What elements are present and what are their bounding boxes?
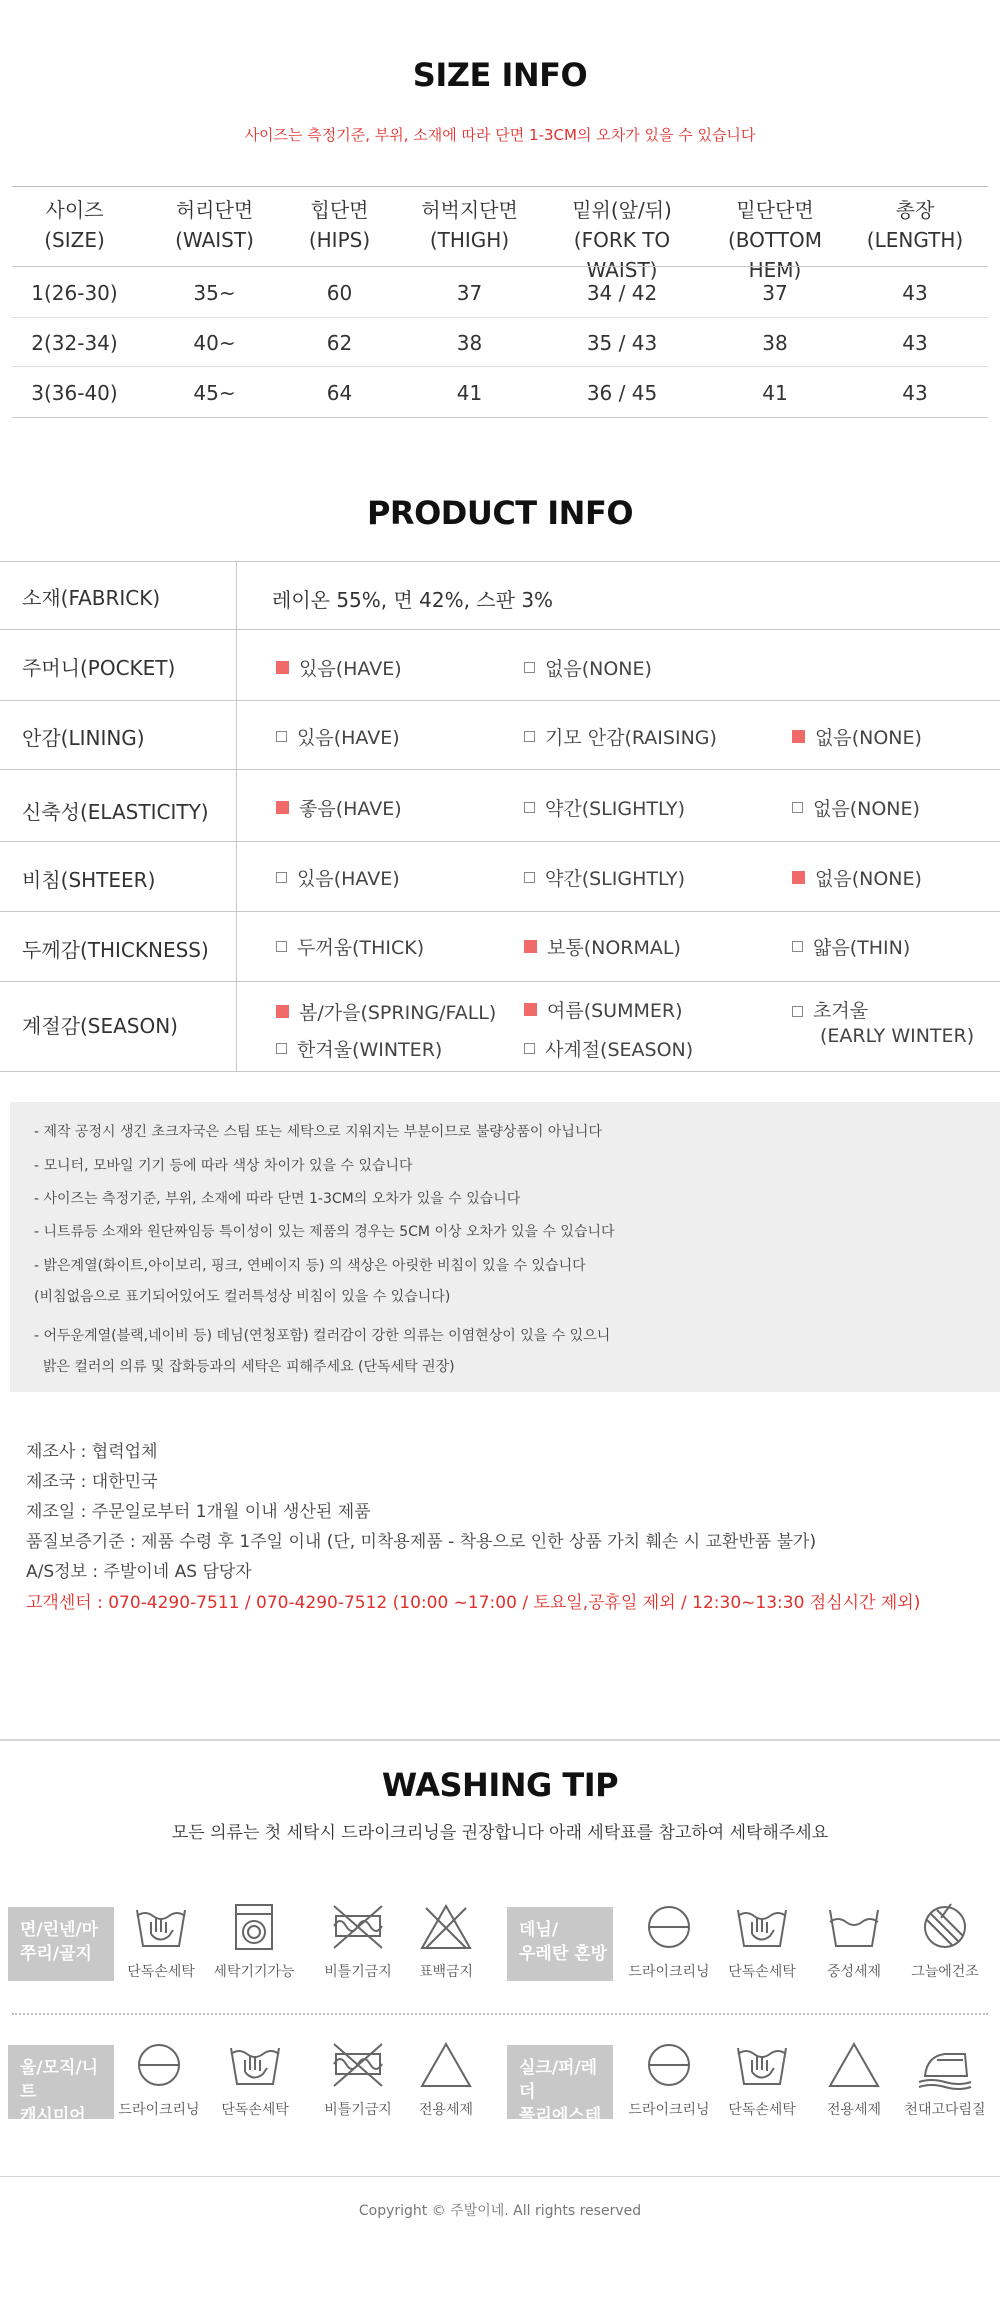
washing-subtitle: 모든 의류는 첫 세탁시 드라이크리닝을 권장합니다 아래 세탁표를 참고하여 세탁해주세요	[171, 1823, 829, 1843]
wash-label: 드라이크리닝	[628, 1964, 710, 1980]
product-table-rule	[0, 1071, 1000, 1072]
checkbox-empty-icon	[524, 662, 535, 673]
note-line: - 모니터, 모바일 기기 등에 따라 색상 차이가 있을 수 있습니다	[34, 1158, 413, 1174]
season-option-winter: 한겨울(WINTER)	[276, 1035, 442, 1062]
size-header-size: 사이즈 (SIZE)	[44, 198, 105, 252]
season-option-spring-fall: 봄/가을(SPRING/FALL)	[276, 998, 496, 1025]
lining-option-have: 있음(HAVE)	[276, 723, 400, 750]
product-table-rule	[0, 629, 1000, 630]
product-table-rule	[0, 911, 1000, 912]
checkbox-empty-icon	[792, 802, 803, 813]
elasticity-option-slightly: 약간(SLIGHTLY)	[524, 794, 685, 821]
note-line: - 니트류등 소재와 원단짜임등 특이성이 있는 제품의 경우는 5CM 이상 오차가 있을 수 있습니다	[34, 1224, 615, 1240]
elasticity-label: 신축성(ELASTICITY)	[22, 800, 209, 824]
wash-label: 천대고다림질	[904, 2102, 986, 2118]
thickness-label: 두께감(THICKNESS)	[22, 938, 209, 962]
wash-label: 단독손세탁	[221, 2102, 289, 2118]
checkbox-checked-icon	[276, 1005, 289, 1018]
wash-label: 전용세제	[418, 2102, 474, 2118]
wash-label: 세탁기기가능	[213, 1964, 295, 1980]
neutral-detergent-triangle-icon	[826, 2040, 882, 2090]
checkbox-empty-icon	[276, 872, 287, 883]
pocket-option-none: 없음(NONE)	[524, 654, 652, 681]
product-table-divider	[236, 561, 237, 1071]
checkbox-checked-icon	[792, 730, 805, 743]
wash-label: 비틀기금지	[324, 2102, 392, 2118]
sheer-option-none: 없음(NONE)	[792, 864, 922, 891]
hand-wash-icon	[227, 2040, 283, 2090]
size-header-hips: 힙단면 (HIPS)	[308, 198, 371, 252]
size-table-top-rule	[12, 186, 988, 187]
lining-label: 안감(LINING)	[22, 726, 145, 750]
neutral-detergent-icon	[826, 1902, 882, 1952]
shade-dry-icon	[917, 1902, 973, 1952]
category-wool: 울/모직/니트 캐시미어	[8, 2045, 114, 2119]
product-table-rule	[0, 841, 1000, 842]
footer-divider	[0, 2176, 1000, 2177]
hand-wash-icon	[133, 1902, 189, 1952]
product-table-rule	[0, 769, 1000, 770]
checkbox-empty-icon	[276, 941, 287, 952]
no-wring-icon	[330, 2040, 386, 2090]
checkbox-checked-icon	[524, 940, 537, 953]
washing-tip-title: WASHING TIP	[381, 1766, 619, 1804]
note-line: (비침없음으로 표기되어있어도 컬러특성상 비침이 있을 수 있습니다)	[34, 1289, 451, 1305]
hand-wash-icon	[734, 2040, 790, 2090]
no-wring-icon	[330, 1902, 386, 1952]
wash-label: 전용세제	[826, 2102, 882, 2118]
size-header-rule	[12, 266, 988, 267]
size-table-bottom-rule	[12, 417, 988, 418]
no-bleach-icon	[418, 1902, 474, 1952]
checkbox-checked-icon	[276, 661, 289, 674]
wash-label: 중성세제	[826, 1964, 882, 1980]
wash-label: 단독손세탁	[728, 1964, 796, 1980]
notes-box	[10, 1102, 1000, 1392]
season-label: 계절감(SEASON)	[22, 1014, 178, 1038]
size-header-fork: 밑위(앞/뒤) (FORK TO WAIST)	[572, 198, 672, 282]
thickness-option-thin: 얇음(THIN)	[792, 933, 910, 960]
season-option-all: 사계절(SEASON)	[524, 1035, 693, 1062]
size-note: 사이즈는 측정기준, 부위, 소재에 따라 단면 1-3CM의 오차가 있을 수 있습니다	[244, 126, 756, 144]
wash-label: 그늘에건조	[911, 1964, 979, 1980]
product-info-title: PRODUCT INFO	[366, 494, 634, 532]
lining-option-raising: 기모 안감(RAISING)	[524, 723, 717, 750]
product-table-rule	[0, 981, 1000, 982]
checkbox-empty-icon	[792, 941, 803, 952]
wash-label: 비틀기금지	[324, 1964, 392, 1980]
category-denim: 데님/ 우레탄 혼방	[507, 1907, 613, 1981]
wash-label: 드라이크리닝	[628, 2102, 710, 2118]
category-cotton: 면/린넨/마 쭈리/골지	[8, 1907, 114, 1981]
sheer-option-have: 있음(HAVE)	[276, 864, 400, 891]
fabric-label: 소재(FABRICK)	[22, 586, 161, 610]
note-line: - 사이즈는 측정기준, 부위, 소재에 따라 단면 1-3CM의 오차가 있을 수 있습니다	[34, 1191, 521, 1207]
pocket-option-have: 있음(HAVE)	[276, 654, 402, 681]
elasticity-option-have: 좋음(HAVE)	[276, 794, 402, 821]
season-option-early-winter: 초겨울 (EARLY WINTER)	[792, 999, 974, 1049]
checkbox-empty-icon	[524, 802, 535, 813]
country-info: 제조국 : 대한민국	[26, 1472, 158, 1492]
iron-cloth-icon	[917, 2040, 973, 2090]
sheer-option-slightly: 약간(SLIGHTLY)	[524, 864, 685, 891]
thickness-option-normal: 보통(NORMAL)	[524, 933, 681, 960]
checkbox-checked-icon	[524, 1003, 537, 1016]
section-divider	[0, 1739, 1000, 1741]
sheer-label: 비침(SHTEER)	[22, 868, 156, 892]
checkbox-empty-icon	[276, 731, 287, 742]
checkbox-empty-icon	[524, 1043, 535, 1054]
washing-divider	[12, 2013, 988, 2015]
dry-clean-icon	[641, 2040, 697, 2090]
note-line: 밝은 컬러의 의류 및 잡화등과의 세탁은 피해주세요 (단독세탁 권장)	[34, 1359, 455, 1375]
note-line: - 어두운계열(블랙,네이비 등) 데님(연청포함) 컬러감이 강한 의류는 이염현상이 있을 수 있으니	[34, 1328, 611, 1344]
note-line: - 밝은계열(화이트,아이보리, 핑크, 연베이지 등) 의 색상은 아릿한 비침이 있을 수 있습니다	[34, 1258, 586, 1274]
footer-copyright: Copyright © 주발이네. All rights reserved	[358, 2203, 642, 2219]
hand-wash-icon	[734, 1902, 790, 1952]
wash-label: 표백금지	[418, 1964, 474, 1980]
pocket-label: 주머니(POCKET)	[22, 656, 176, 680]
wash-label: 드라이크리닝	[118, 2102, 200, 2118]
wash-label: 단독손세탁	[127, 1964, 195, 1980]
wash-label: 단독손세탁	[728, 2102, 796, 2118]
category-silk: 실크/퍼/레더 폴리에스테르	[507, 2045, 613, 2119]
product-table-rule	[0, 561, 1000, 562]
dry-clean-icon	[131, 2040, 187, 2090]
washing-machine-icon	[226, 1902, 282, 1952]
warranty-info: 품질보증기준 : 제품 수령 후 1주일 이내 (단, 미착용제품 - 착용으로 인한 상품 가치 훼손 시 교환반품 불가)	[26, 1532, 817, 1552]
size-header-thigh: 허벅지단면 (THIGH)	[421, 198, 518, 252]
neutral-detergent-triangle-icon	[418, 2040, 474, 2090]
row-divider	[12, 317, 988, 318]
checkbox-empty-icon	[792, 1006, 803, 1017]
customer-center: 고객센터 : 070-4290-7511 / 070-4290-7512 (10:00 ~17:00 / 토요일,공휴일 제외 / 12:30~13:30 점심시간 제외)	[26, 1593, 921, 1613]
as-info: A/S정보 : 주발이네 AS 담당자	[26, 1562, 252, 1582]
checkbox-checked-icon	[792, 871, 805, 884]
note-line: - 제작 공정시 생긴 초크자국은 스팀 또는 세탁으로 지워지는 부분이므로 불량상품이 아닙니다	[34, 1124, 602, 1140]
checkbox-empty-icon	[276, 1043, 287, 1054]
checkbox-checked-icon	[276, 801, 289, 814]
checkbox-empty-icon	[524, 731, 535, 742]
product-table-rule	[0, 700, 1000, 701]
maker-info: 제조사 : 협력업체	[26, 1442, 158, 1462]
row-divider	[12, 366, 988, 367]
thickness-option-thick: 두꺼움(THICK)	[276, 933, 424, 960]
fabric-value: 레이온 55%, 면 42%, 스판 3%	[272, 588, 554, 612]
size-info-title: SIZE INFO	[412, 56, 588, 94]
size-header-waist: 허리단면 (WAIST)	[175, 198, 254, 252]
dry-clean-icon	[641, 1902, 697, 1952]
date-info: 제조일 : 주문일로부터 1개월 이내 생산된 제품	[26, 1502, 371, 1522]
size-header-length: 총장 (LENGTH)	[866, 198, 964, 252]
lining-option-none: 없음(NONE)	[792, 723, 922, 750]
elasticity-option-none: 없음(NONE)	[792, 794, 920, 821]
season-option-summer: 여름(SUMMER)	[524, 996, 683, 1023]
size-header-hem: 밑단단면 (BOTTOM HEM)	[728, 198, 822, 282]
checkbox-empty-icon	[524, 872, 535, 883]
